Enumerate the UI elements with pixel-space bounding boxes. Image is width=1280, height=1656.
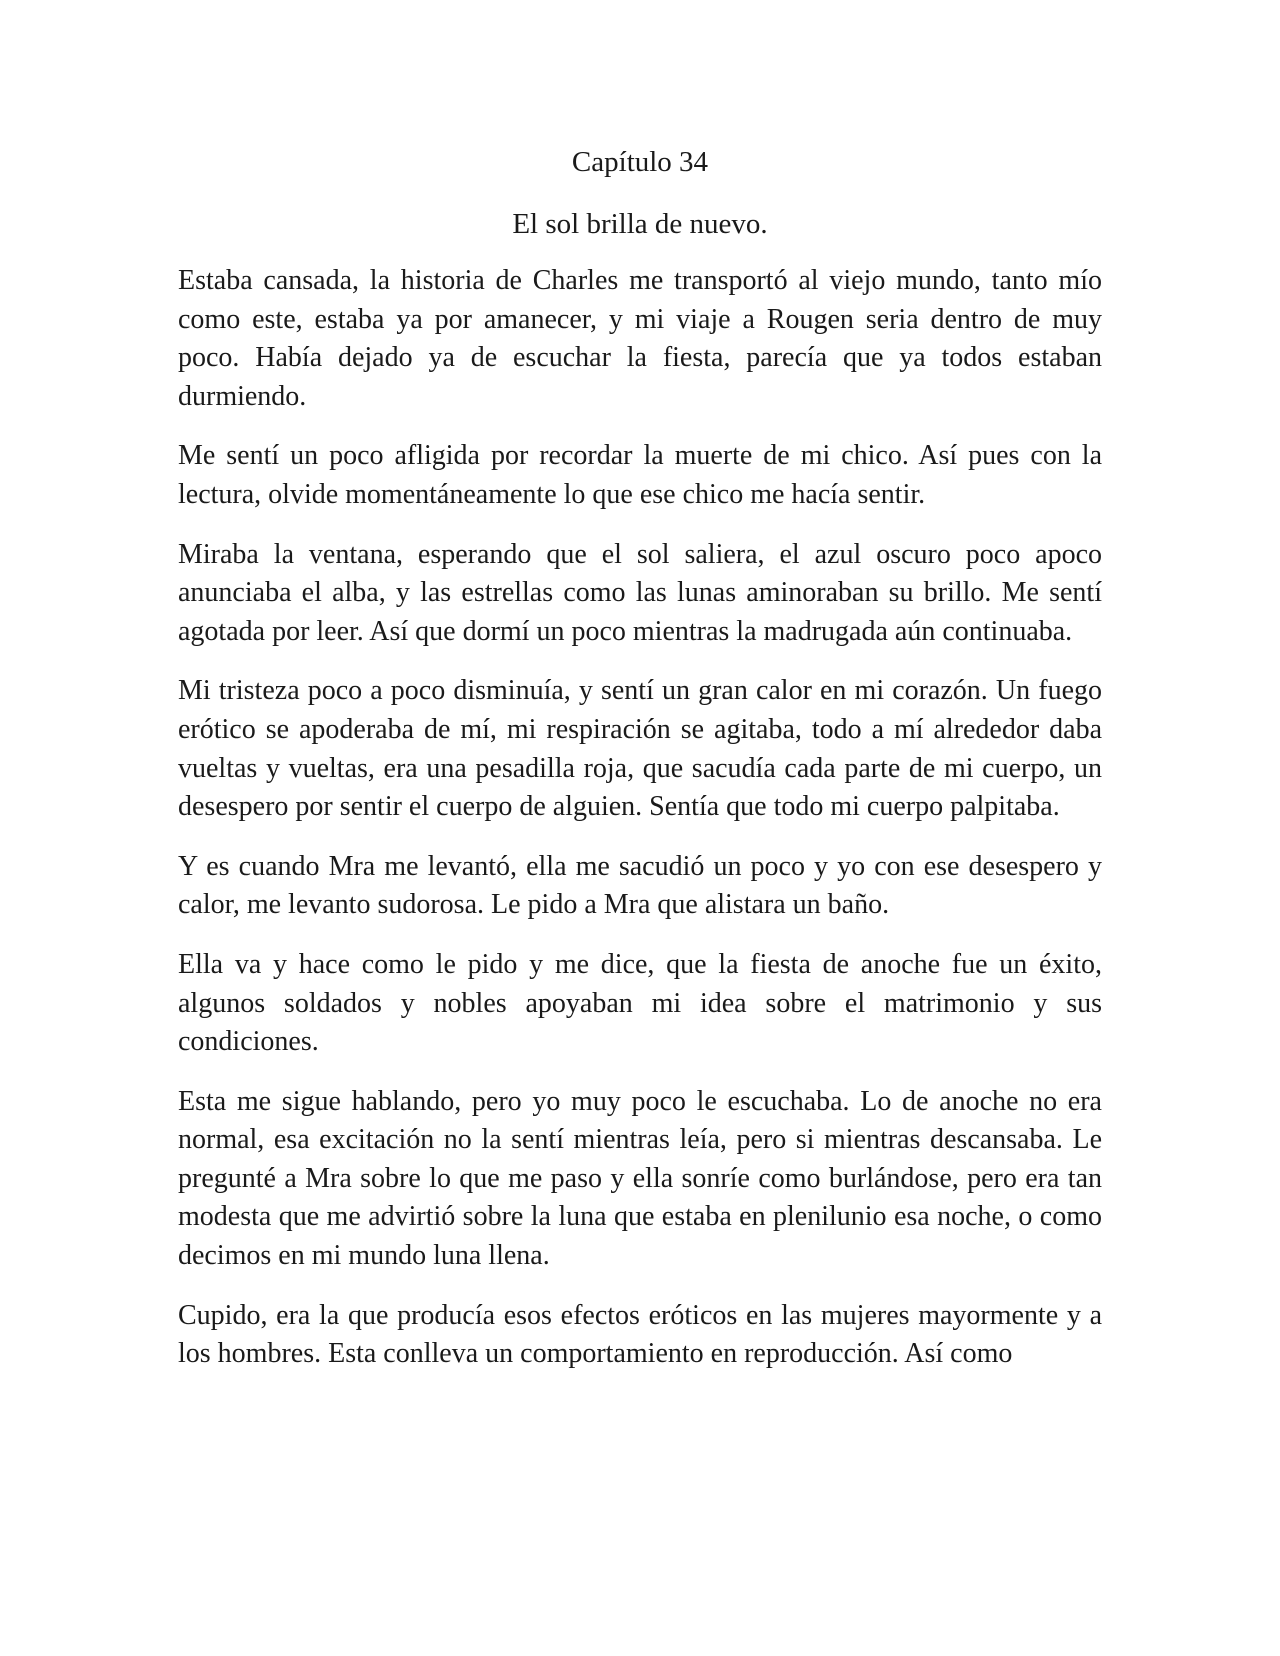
paragraph: Me sentí un poco afligida por recordar la muerte de mi chico. Así pues con la lectura, olvide momentáneamente lo que ese chico me hacía sentir. <box>178 440 1102 510</box>
chapter-subtitle: El sol brilla de nuevo. <box>512 208 768 240</box>
paragraph: Estaba cansada, la historia de Charles me transportó al viejo mundo, tanto mío como este, estaba ya por amanecer, y mi viaje a Rougen seria dentro de muy poco. Había dejado ya de escuchar la fiesta, parecía que ya todos estaban durmiendo. <box>178 265 1102 412</box>
paragraph: Esta me sigue hablando, pero yo muy poco le escuchaba. Lo de anoche no era normal, esa excitación no la sentí mientras leía, pero si mientras descansaba. Le pregunté a Mra sobre lo que me paso y ella sonríe como burlándose, pero era tan modesta que me advirtió sobre la luna que estaba en plenilunio esa noche, o como decimos en mi mundo luna llena. <box>178 1085 1102 1272</box>
paragraph: Mi tristeza poco a poco disminuía, y sentí un gran calor en mi corazón. Un fuego erótico se apoderaba de mí, mi respiración se agitaba, todo a mí alrededor daba vueltas y vueltas, era una pesadilla roja, que sacudía cada parte de mi cuerpo, un desespero por sentir el cuerpo de alguien. Sentía que todo mi cuerpo palpitaba. <box>178 675 1102 823</box>
chapter-title: Capítulo 34 <box>571 146 709 178</box>
paragraph: Ella va y hace como le pido y me dice, que la fiesta de anoche fue un éxito, algunos soldados y nobles apoyaban mi idea sobre el matrimonio y sus condiciones. <box>178 948 1102 1058</box>
document-page <box>178 142 1102 1395</box>
paragraph: Y es cuando Mra me levantó, ella me sacudió un poco y yo con ese desespero y calor, me levanto sudorosa. Le pido a Mra que alistara un baño. <box>178 850 1102 921</box>
paragraph: Cupido, era la que producía esos efectos eróticos en las mujeres mayormente y a los hombres. Esta conlleva un comportamiento en reproducción. Así como <box>178 1299 1102 1370</box>
paragraph: Miraba la ventana, esperando que el sol saliera, el azul oscuro poco apoco anunciaba el alba, y las estrellas como las lunas aminoraban su brillo. Me sentí agotada por leer. Así que dormí un poco mientras la madrugada aún continuaba. <box>178 538 1102 647</box>
